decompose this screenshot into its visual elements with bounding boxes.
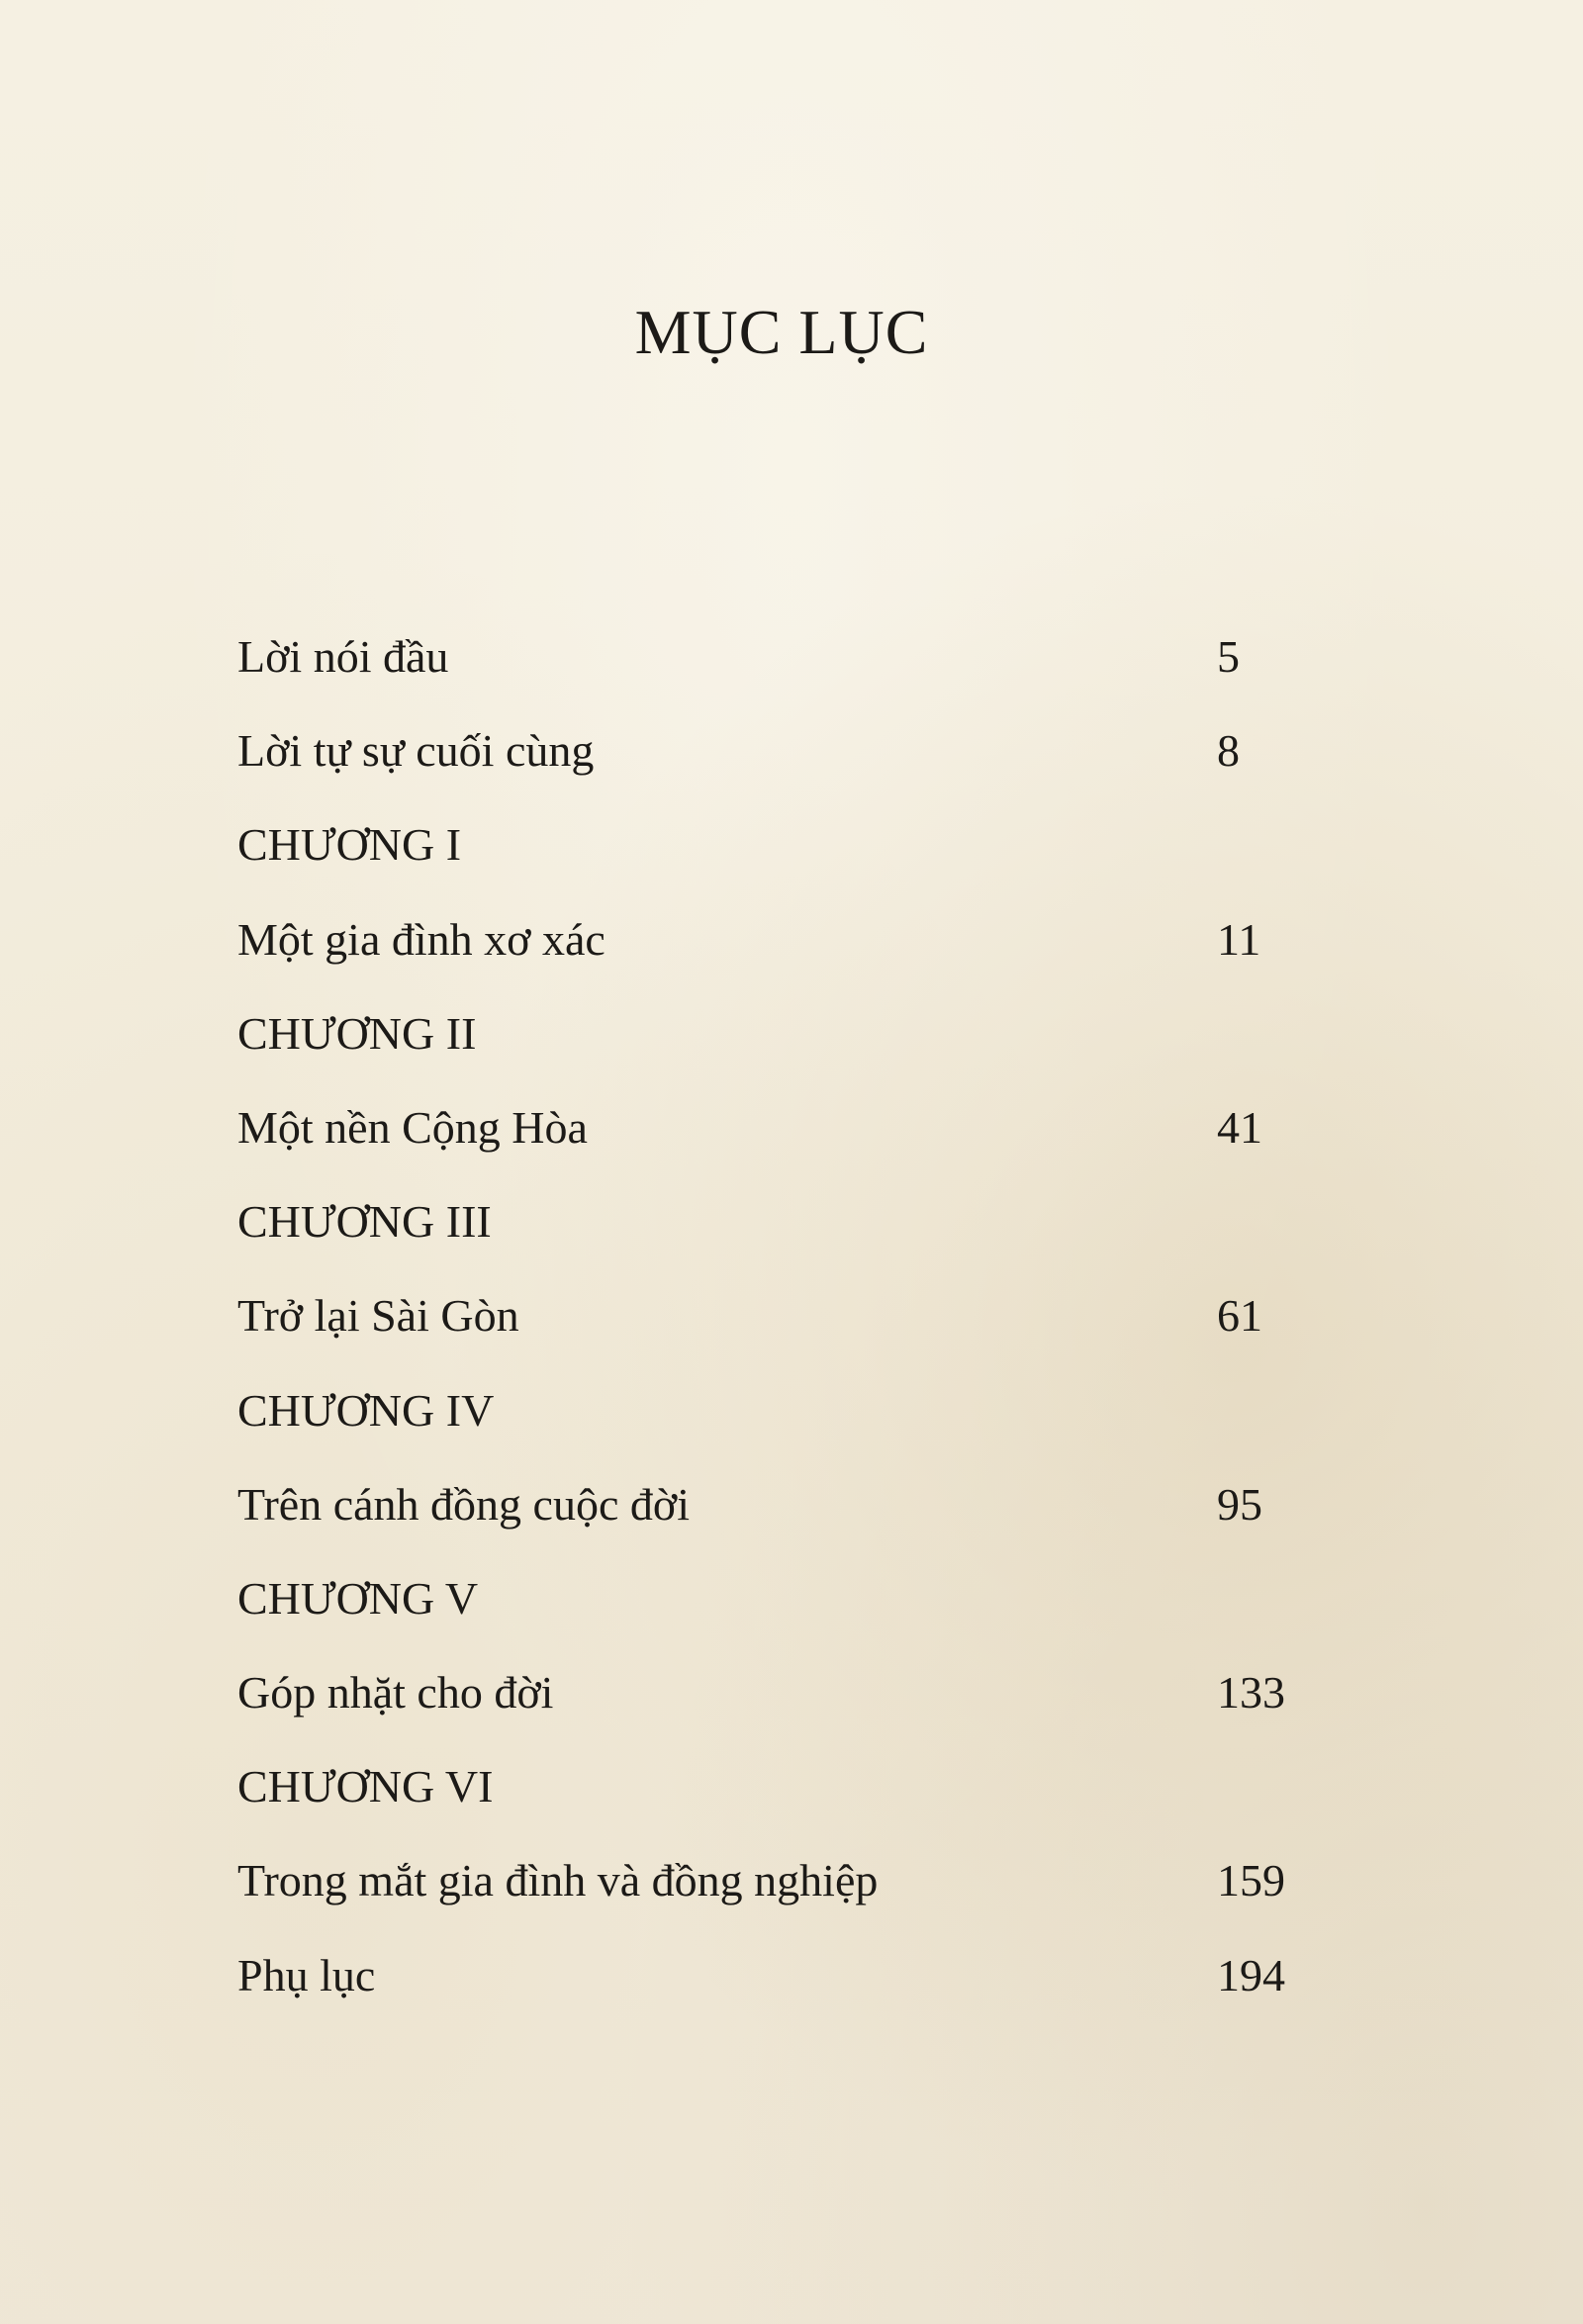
toc-entry-page: 11 xyxy=(1217,913,1261,965)
toc-chapter-heading xyxy=(237,1373,1326,1467)
toc-chapter-heading xyxy=(237,1749,1326,1843)
toc-entry-page: 41 xyxy=(1217,1101,1262,1153)
table-of-contents xyxy=(237,619,1326,2032)
toc-entry xyxy=(237,619,1326,713)
toc-entry xyxy=(237,1090,1326,1184)
toc-entry-label: Một gia đình xơ xác xyxy=(237,913,605,965)
toc-entry-page: 194 xyxy=(1217,1949,1285,2000)
toc-chapter-heading xyxy=(237,1561,1326,1655)
toc-entry-label: Trong mắt gia đình và đồng nghiệp xyxy=(237,1855,879,1906)
toc-entry-label: Trên cánh đồng cuộc đời xyxy=(237,1478,690,1530)
toc-entry-label: Trở lại Sài Gòn xyxy=(237,1290,519,1342)
toc-chapter-heading xyxy=(237,996,1326,1090)
toc-entry xyxy=(237,902,1326,996)
toc-entry xyxy=(237,1938,1326,2032)
toc-entry-page: 61 xyxy=(1217,1290,1262,1342)
toc-chapter-label: CHƯƠNG IV xyxy=(237,1384,495,1436)
toc-entry xyxy=(237,1655,1326,1749)
toc-entry-label: Góp nhặt cho đời xyxy=(237,1667,554,1719)
toc-entry-label: Một nền Cộng Hòa xyxy=(237,1101,588,1153)
toc-entry-page: 95 xyxy=(1217,1478,1262,1530)
toc-entry-label: Phụ lục xyxy=(237,1949,376,2000)
toc-entry xyxy=(237,1278,1326,1372)
toc-chapter-label: CHƯƠNG II xyxy=(237,1007,477,1059)
toc-entry xyxy=(237,1467,1326,1561)
toc-chapter-label: CHƯƠNG III xyxy=(237,1196,492,1248)
toc-chapter-heading xyxy=(237,807,1326,901)
page-title: MỤC LỤC xyxy=(634,297,929,367)
toc-entry-page: 159 xyxy=(1217,1855,1285,1906)
toc-entry-page: 133 xyxy=(1217,1667,1285,1719)
toc-entry-page: 5 xyxy=(1217,631,1240,682)
toc-chapter-label: CHƯƠNG VI xyxy=(237,1761,494,1813)
toc-entry xyxy=(237,713,1326,807)
toc-entry xyxy=(237,1843,1326,1937)
toc-chapter-heading xyxy=(237,1184,1326,1278)
toc-chapter-label: CHƯƠNG I xyxy=(237,819,462,871)
toc-entry-label: Lời nói đầu xyxy=(237,631,449,682)
toc-entry-label: Lời tự sự cuối cùng xyxy=(237,725,595,777)
toc-entry-page: 8 xyxy=(1217,725,1240,777)
toc-chapter-label: CHƯƠNG V xyxy=(237,1572,479,1624)
